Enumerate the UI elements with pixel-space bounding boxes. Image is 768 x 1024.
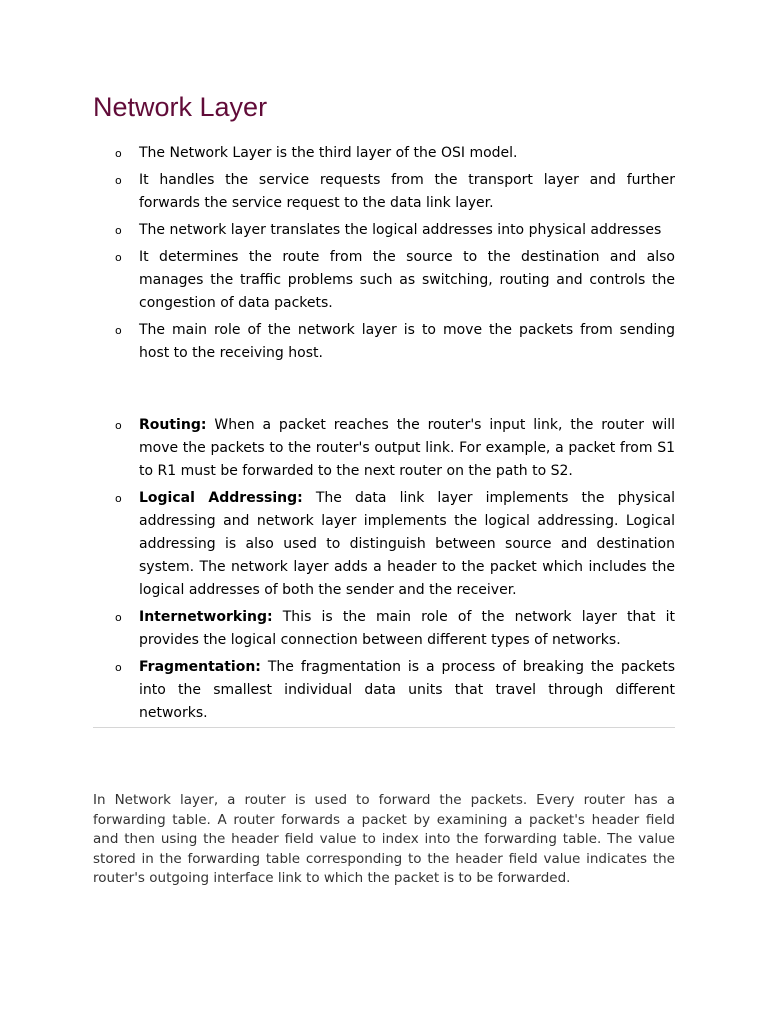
list-item — [93, 487, 675, 602]
section-divider — [93, 727, 675, 728]
function-description: The fragmentation is a process of breaking the packets into the smallest individual data units that travel through different networks. — [139, 659, 675, 721]
bullet-icon: o — [115, 174, 122, 187]
bullet-icon: o — [115, 147, 122, 160]
bullet-icon: o — [115, 492, 122, 505]
list-item — [93, 142, 675, 165]
bullet-icon: o — [115, 251, 122, 264]
page-title: Network Layer — [93, 92, 268, 122]
function-term: Logical Addressing: — [139, 490, 303, 506]
list-item — [93, 319, 675, 365]
list-item-text: It handles the service requests from the transport layer and further forwards the service request to the data link layer. — [139, 172, 675, 211]
function-description: When a packet reaches the router's input link, the router will move the packets to the router's output link. For example, a packet from S1 to R1 must be forwarded to the next router on the path to S2. — [139, 417, 676, 479]
function-term: Internetworking: — [139, 609, 273, 625]
function-description: The data link layer implements the physical addressing and network layer implements the logical addressing. Logical addressing is also used to distinguish between source and destination system. The network layer adds a header to the packet which includes the logical addresses of both the sender and the receiver. — [139, 490, 676, 598]
list-item-text: The network layer translates the logical addresses into physical addresses — [139, 222, 662, 238]
bullet-icon: o — [115, 324, 122, 337]
list-item-text: The main role of the network layer is to move the packets from sending host to the receiving host. — [139, 322, 675, 361]
bullet-icon: o — [115, 661, 122, 674]
router-paragraph: In Network layer, a router is used to forward the packets. Every router has a forwarding table. A router forwards a packet by examining a packet's header field and then using the header field value to index into the forwarding table. The value stored in the forwarding table corresponding to the header field value indicates the router's outgoing interface link to which the packet is to be forwarded. — [93, 792, 675, 886]
functions-bullet-list — [93, 414, 675, 729]
bullet-icon: o — [115, 224, 122, 237]
list-item — [93, 414, 675, 483]
list-item — [93, 169, 675, 215]
list-item — [93, 606, 675, 652]
function-term: Fragmentation: — [139, 659, 261, 675]
bullet-icon: o — [115, 611, 122, 624]
intro-bullet-list — [93, 142, 675, 369]
list-item-text: It determines the route from the source to the destination and also manages the traffic problems such as switching, routing and controls the congestion of data packets. — [139, 249, 675, 311]
list-item — [93, 219, 675, 242]
list-item — [93, 656, 675, 725]
function-description: This is the main role of the network layer that it provides the logical connection between different types of networks. — [139, 609, 675, 648]
list-item — [93, 246, 675, 315]
function-term: Routing: — [139, 417, 207, 433]
list-item-text: The Network Layer is the third layer of the OSI model. — [139, 145, 518, 161]
bullet-icon: o — [115, 419, 122, 432]
